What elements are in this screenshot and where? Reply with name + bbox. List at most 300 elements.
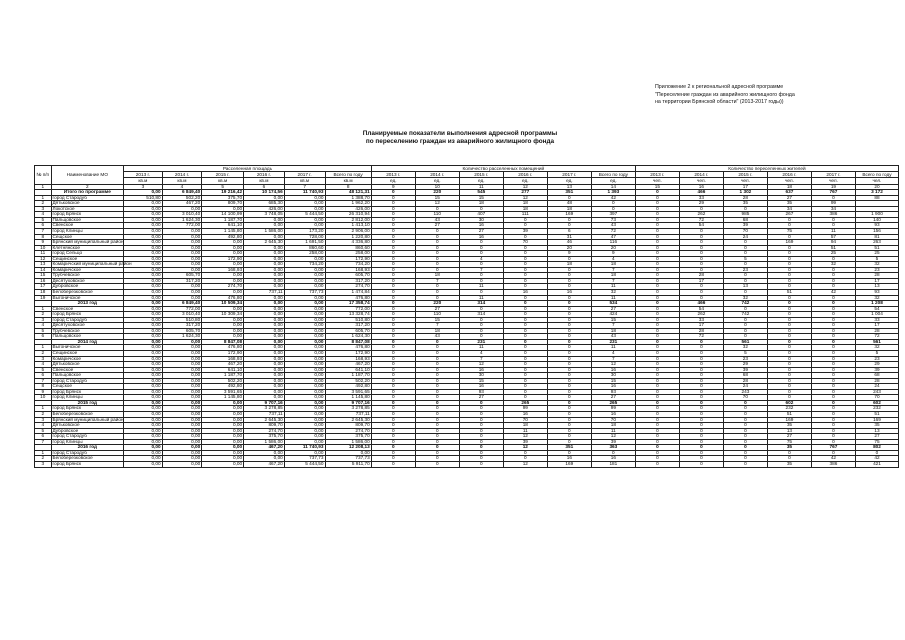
row-number: 7	[35, 228, 52, 234]
area-value: 0,00	[202, 417, 244, 423]
header-year: 2013 г.	[371, 172, 415, 178]
count-value: 0	[635, 240, 679, 246]
area-value: 2 812,00	[325, 217, 371, 223]
count-value: 0	[723, 245, 767, 251]
count-value: 24	[723, 234, 767, 240]
count-value: 0	[503, 295, 547, 301]
count-value: 0	[371, 223, 415, 229]
count-value: 0	[415, 290, 459, 296]
header-group-premises: Количество расселенных помещений	[371, 166, 635, 172]
count-value: 0	[635, 428, 679, 434]
area-value: 728,00	[284, 234, 325, 240]
count-value: 0	[503, 351, 547, 357]
area-value: 0,00	[284, 295, 325, 301]
count-value: 28	[855, 328, 898, 334]
count-value: 0	[811, 317, 855, 323]
count-value: 12	[591, 362, 635, 368]
count-value: 18	[503, 423, 547, 429]
area-value: 734,20	[325, 262, 371, 268]
municipality-name: Сещское	[51, 384, 124, 390]
area-value: 0,00	[162, 423, 202, 429]
program-indicators-table	[34, 165, 899, 468]
header-year: 2014 г.	[415, 172, 459, 178]
area-value: 0,00	[284, 323, 325, 329]
area-value: 0,00	[162, 234, 202, 240]
header-unit: кв.м	[244, 178, 285, 184]
count-value: 263	[855, 240, 898, 246]
area-value: 1 388,70	[325, 195, 371, 201]
count-value: 24	[723, 384, 767, 390]
municipality-name: Дятьковское	[51, 423, 124, 429]
municipality-name: Десятуховское	[51, 323, 124, 329]
count-value: 0	[371, 412, 415, 418]
header-unit: кв.м	[325, 178, 371, 184]
count-value: 35	[767, 423, 811, 429]
count-value: 0	[503, 273, 547, 279]
area-value: 48 121,31	[325, 190, 371, 196]
municipality-name: Комаричский муниципальный район	[52, 261, 132, 267]
count-value: 0	[371, 423, 415, 429]
count-value: 0	[415, 445, 459, 451]
count-value: 0	[503, 217, 547, 223]
count-value: 7	[415, 323, 459, 329]
count-value: 262	[679, 212, 723, 218]
area-value: 0,00	[162, 450, 202, 456]
row-number: 4	[35, 362, 52, 368]
count-value: 16	[459, 367, 503, 373]
count-value: 0	[635, 362, 679, 368]
municipality-name: 2013 год	[51, 301, 124, 307]
count-value: 0	[635, 212, 679, 218]
count-value: 0	[679, 356, 723, 362]
count-value: 7	[459, 356, 503, 362]
area-value: 1 586,00	[325, 439, 371, 445]
count-value: 0	[811, 345, 855, 351]
area-value: 0,00	[284, 306, 325, 312]
count-value: 169	[855, 417, 898, 423]
count-value: 32	[855, 345, 898, 351]
area-value: 737,11	[325, 412, 371, 418]
count-value: 220	[415, 190, 459, 196]
row-number: 11	[35, 251, 52, 257]
count-value: 18	[547, 262, 591, 268]
count-value: 0	[811, 434, 855, 440]
count-value: 9	[547, 251, 591, 257]
count-value: 16	[591, 384, 635, 390]
count-value: 46	[547, 240, 591, 246]
area-value: 317,20	[162, 278, 202, 284]
area-value: 0,00	[124, 245, 163, 251]
area-value: 605,70	[325, 328, 371, 334]
count-value: 277	[503, 190, 547, 196]
count-value: 0	[767, 245, 811, 251]
count-value: 72	[591, 228, 635, 234]
municipality-name: Сещинское	[51, 351, 124, 357]
area-value: 860,60	[284, 245, 325, 251]
count-value: 0	[415, 450, 459, 456]
area-value: 0,00	[244, 284, 285, 290]
count-value: 0	[811, 295, 855, 301]
header-unit: кв.м	[162, 178, 202, 184]
area-value: 0,00	[244, 267, 285, 273]
count-value: 0	[371, 251, 415, 257]
count-value: 0	[459, 323, 503, 329]
count-value: 0	[459, 328, 503, 334]
count-value: 0	[547, 378, 591, 384]
count-value: 27	[459, 395, 503, 401]
count-value: 0	[723, 206, 767, 212]
area-value: 492,80	[325, 384, 371, 390]
area-value: 3 278,85	[325, 406, 371, 412]
count-value: 0	[591, 450, 635, 456]
count-value: 0	[415, 389, 459, 395]
count-value: 0	[371, 362, 415, 368]
area-value: 0,00	[202, 278, 244, 284]
area-value: 0,00	[244, 251, 285, 257]
area-value: 0,00	[124, 267, 163, 273]
count-value: 18	[547, 206, 591, 212]
count-value: 28	[855, 378, 898, 384]
column-number: 13	[547, 184, 591, 190]
area-value: 772,00	[162, 223, 202, 229]
area-value: 10 174,56	[244, 190, 285, 196]
header-group-area: Расселенная площадь	[124, 166, 372, 172]
area-value: 0,00	[284, 367, 325, 373]
count-value: 386	[811, 461, 855, 467]
area-value: 772,00	[325, 306, 371, 312]
area-value: 0,00	[124, 323, 163, 329]
count-value: 0	[679, 240, 723, 246]
count-value: 232	[855, 406, 898, 412]
count-value: 0	[415, 267, 459, 273]
area-value: 0,00	[162, 428, 202, 434]
area-value: 0,00	[162, 400, 202, 406]
row-number: 4	[35, 423, 52, 429]
count-value: 0	[415, 251, 459, 257]
area-value: 8 847,08	[202, 339, 244, 345]
count-value: 602	[855, 400, 898, 406]
column-number: 14	[591, 184, 635, 190]
municipality-name: Дятьковское	[51, 201, 124, 207]
area-value: 0,00	[124, 389, 163, 395]
municipality-name: город Клинцы	[51, 395, 124, 401]
area-value: 8 847,08	[325, 339, 371, 345]
count-value: 0	[767, 328, 811, 334]
area-value: 737,73	[284, 456, 325, 462]
area-value: 0,00	[124, 212, 163, 218]
row-number: 5	[35, 328, 52, 334]
count-value: 0	[459, 278, 503, 284]
row-number: 1	[35, 345, 52, 351]
count-value: 0	[459, 406, 503, 412]
municipality-name: Сещское	[51, 234, 124, 240]
count-value: 0	[811, 278, 855, 284]
count-value: 0	[503, 356, 547, 362]
area-value: 0,00	[202, 206, 244, 212]
area-value: 1 624,30	[162, 217, 202, 223]
count-value: 23	[723, 267, 767, 273]
count-value: 32	[855, 295, 898, 301]
area-value: 274,70	[325, 428, 371, 434]
area-value: 0,00	[244, 234, 285, 240]
count-value: 23	[723, 356, 767, 362]
header-unit: ед.	[459, 178, 503, 184]
municipality-name: город Клинцы	[51, 439, 124, 445]
count-value: 0	[723, 439, 767, 445]
municipality-name: Дубровское	[51, 428, 124, 434]
area-value: 13 328,74	[325, 312, 371, 318]
count-value: 0	[679, 345, 723, 351]
count-value: 0	[635, 423, 679, 429]
row-number: 3	[35, 206, 52, 212]
count-value: 0	[415, 456, 459, 462]
area-value: 502,20	[202, 378, 244, 384]
area-value: 0,00	[202, 262, 244, 268]
count-value: 351	[547, 445, 591, 451]
count-value: 0	[723, 400, 767, 406]
area-value: 0,00	[244, 389, 285, 395]
count-value: 0	[679, 456, 723, 462]
count-value: 0	[547, 384, 591, 390]
count-value: 39	[591, 439, 635, 445]
count-value: 0	[679, 267, 723, 273]
count-value: 0	[547, 345, 591, 351]
area-value: 0,00	[284, 434, 325, 440]
count-value: 0	[547, 389, 591, 395]
area-value: 0,00	[325, 450, 371, 456]
count-value: 0	[811, 373, 855, 379]
area-value: 0,00	[284, 256, 325, 262]
column-number: 3	[124, 184, 163, 190]
count-value: 20	[591, 245, 635, 251]
count-value: 0	[679, 384, 723, 390]
area-value: 476,80	[325, 345, 371, 351]
count-value: 15	[415, 317, 459, 323]
count-value: 0	[635, 228, 679, 234]
area-value: 0,00	[162, 356, 202, 362]
count-value: 15	[459, 195, 503, 201]
count-value: 1 900	[855, 212, 898, 218]
area-value: 605,70	[162, 328, 202, 334]
row-number: 2	[35, 201, 52, 207]
area-value: 737,73	[284, 290, 325, 296]
count-value: 5	[723, 351, 767, 357]
count-value: 0	[503, 456, 547, 462]
count-value: 0	[371, 456, 415, 462]
count-value: 4	[591, 256, 635, 262]
column-number: 18	[767, 184, 811, 190]
count-value: 0	[415, 395, 459, 401]
area-value: 1 220,80	[325, 234, 371, 240]
row-number: 2	[35, 351, 52, 357]
area-value: 0,00	[284, 223, 325, 229]
area-value: 274,70	[244, 428, 285, 434]
area-value: 0,00	[124, 439, 163, 445]
area-value: 0,00	[202, 456, 244, 462]
municipality-name: Выгоничское	[51, 345, 124, 351]
count-value: 18	[591, 328, 635, 334]
municipality-name: Пальцовское	[51, 334, 124, 340]
area-value: 0,00	[244, 362, 285, 368]
count-value: 0	[635, 312, 679, 318]
area-value: 0,00	[162, 445, 202, 451]
count-value: 116	[591, 240, 635, 246]
count-value: 0	[723, 423, 767, 429]
count-value: 27	[415, 306, 459, 312]
count-value: 0	[547, 434, 591, 440]
municipality-name: Белоберезковское	[51, 456, 124, 462]
count-value: 35	[723, 201, 767, 207]
area-value: 11 740,93	[284, 445, 325, 451]
column-number: 5	[202, 184, 244, 190]
area-value: 4 336,80	[325, 240, 371, 246]
count-value: 0	[723, 456, 767, 462]
count-value: 314	[459, 301, 503, 307]
count-value: 28	[855, 273, 898, 279]
area-value: 737,11	[244, 290, 285, 296]
count-value: 561	[855, 339, 898, 345]
area-value: 0,00	[124, 228, 163, 234]
area-value: 0,00	[202, 323, 244, 329]
count-value: 0	[415, 378, 459, 384]
row-number: 7	[35, 439, 52, 445]
area-value: 0,00	[124, 373, 163, 379]
count-value: 0	[371, 384, 415, 390]
area-value: 809,70	[244, 423, 285, 429]
count-value: 6	[547, 228, 591, 234]
count-value: 0	[371, 306, 415, 312]
count-value: 0	[767, 351, 811, 357]
count-value: 0	[767, 306, 811, 312]
area-value: 0,00	[284, 195, 325, 201]
count-value: 16	[503, 290, 547, 296]
count-value: 0	[635, 290, 679, 296]
count-value: 0	[767, 251, 811, 257]
count-value: 0	[371, 417, 415, 423]
count-value: 0	[767, 384, 811, 390]
count-value: 231	[459, 339, 503, 345]
count-value: 0	[547, 373, 591, 379]
area-value: 0,00	[202, 423, 244, 429]
count-value: 42	[811, 456, 855, 462]
area-value: 0,00	[162, 251, 202, 257]
area-value: 0,00	[284, 384, 325, 390]
count-value: 0	[635, 190, 679, 196]
count-value: 0	[635, 439, 679, 445]
count-value: 17	[855, 323, 898, 329]
area-value: 0,00	[124, 223, 163, 229]
count-value: 0	[767, 323, 811, 329]
count-value: 0	[679, 445, 723, 451]
area-value: 0,00	[244, 295, 285, 301]
area-value: 0,00	[124, 217, 163, 223]
count-value: 0	[371, 445, 415, 451]
row-number: 16	[35, 278, 52, 284]
area-value: 0,00	[244, 373, 285, 379]
count-value: 35	[767, 461, 811, 467]
municipality-name: Комаричское	[51, 356, 124, 362]
column-number: 2	[51, 184, 124, 190]
count-value: 12	[503, 445, 547, 451]
area-value: 0,00	[124, 384, 163, 390]
count-value: 0	[811, 339, 855, 345]
count-value: 0	[811, 223, 855, 229]
area-value: 510,80	[325, 317, 371, 323]
municipality-name: Комаричское	[51, 267, 124, 273]
municipality-name: Свенское	[51, 306, 124, 312]
count-value: 0	[371, 295, 415, 301]
count-value: 51	[767, 412, 811, 418]
area-value: 492,80	[202, 234, 244, 240]
count-value: 32	[811, 262, 855, 268]
count-value: 68	[723, 217, 767, 223]
count-value: 16	[591, 367, 635, 373]
count-value: 0	[811, 328, 855, 334]
count-value: 0	[635, 317, 679, 323]
count-value: 70	[503, 417, 547, 423]
area-value: 0,00	[284, 439, 325, 445]
count-value: 0	[679, 450, 723, 456]
header-year: 2014 г.	[679, 172, 723, 178]
area-value: 0,00	[124, 445, 163, 451]
count-value: 0	[547, 400, 591, 406]
count-value: 0	[723, 412, 767, 418]
count-value: 0	[723, 273, 767, 279]
count-value: 43	[415, 217, 459, 223]
area-value: 0,00	[124, 290, 163, 296]
count-value: 0	[811, 284, 855, 290]
count-value: 0	[811, 417, 855, 423]
area-value: 0,00	[244, 262, 285, 268]
area-value: 0,00	[124, 356, 163, 362]
header-unit: кв.м	[284, 178, 325, 184]
title-line: по переселению граждан из аварийного жилищного фонда	[365, 138, 555, 146]
count-value: 68	[723, 373, 767, 379]
area-value: 1 187,70	[202, 217, 244, 223]
count-value: 0	[723, 445, 767, 451]
count-value: 0	[635, 417, 679, 423]
count-value: 0	[679, 262, 723, 268]
header-year: 2014 г.	[162, 172, 202, 178]
count-value: 0	[371, 273, 415, 279]
count-value: 35	[767, 201, 811, 207]
area-value: 0,00	[124, 362, 163, 368]
count-value: 31	[547, 234, 591, 240]
area-value: 11 740,93	[284, 190, 325, 196]
area-value: 0,00	[284, 356, 325, 362]
count-value: 0	[503, 234, 547, 240]
area-value: 0,00	[284, 345, 325, 351]
count-value: 0	[767, 284, 811, 290]
count-value: 35	[767, 445, 811, 451]
area-value: 0,00	[162, 395, 202, 401]
count-value: 16	[591, 456, 635, 462]
area-value: 0,00	[162, 412, 202, 418]
count-value: 0	[415, 351, 459, 357]
count-value: 51	[767, 290, 811, 296]
area-value: 0,00	[202, 306, 244, 312]
area-value: 0,00	[202, 406, 244, 412]
count-value: 17	[855, 278, 898, 284]
count-value: 0	[547, 362, 591, 368]
count-value: 0	[811, 312, 855, 318]
count-value: 24	[855, 384, 898, 390]
count-value: 11	[591, 295, 635, 301]
area-value: 0,00	[284, 334, 325, 340]
count-value: 0	[635, 400, 679, 406]
count-value: 0	[371, 312, 415, 318]
count-value: 220	[415, 301, 459, 307]
